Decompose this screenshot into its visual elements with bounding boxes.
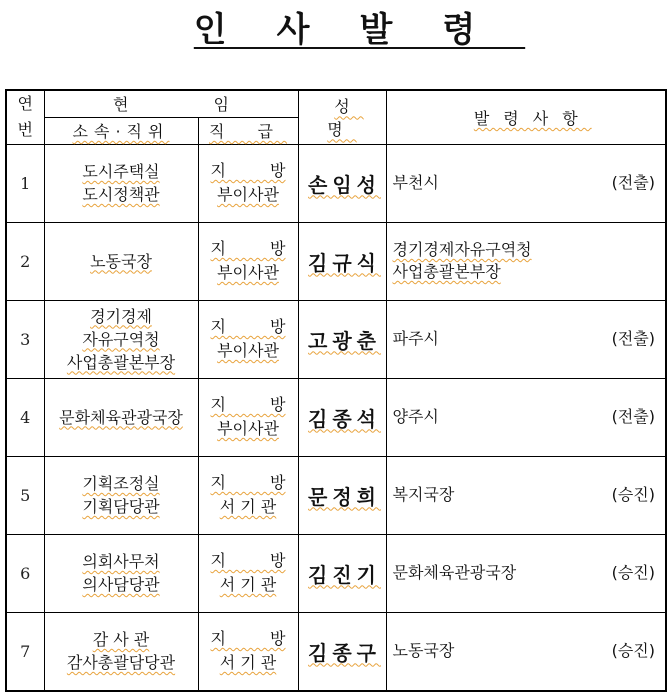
line: 복지국장 (392, 485, 455, 504)
table-row (6, 456, 666, 534)
row-note: (전출) (611, 329, 655, 348)
row-appointment (386, 612, 666, 691)
line: 경기경제 (90, 306, 152, 326)
row-number (6, 612, 44, 691)
row-name (298, 612, 386, 691)
row-number-text: 5 (20, 485, 31, 505)
table-row (6, 144, 666, 222)
row-position (44, 144, 198, 222)
grade-line-1: 지 방 (210, 239, 286, 258)
line: 문화체육관광국장 (392, 563, 517, 582)
header-seq (6, 90, 44, 144)
line: 도시정책관 (82, 185, 160, 204)
row-position (44, 378, 198, 456)
row-number (6, 144, 44, 222)
row-name (298, 300, 386, 378)
line: 사업총괄본부장 (66, 352, 176, 372)
line: 의사담당관 (82, 575, 160, 594)
row-grade (198, 144, 298, 222)
row-name-text: 김종구 (308, 640, 381, 665)
row-name (298, 456, 386, 534)
row-number-text: 7 (20, 641, 31, 661)
row-grade (198, 534, 298, 612)
row-name-text: 김진기 (308, 562, 381, 587)
line: 문화체육관광국장 (59, 407, 183, 427)
row-number-text: 1 (20, 173, 31, 193)
grade-line-2: 부이사관 (217, 185, 279, 204)
row-position (44, 612, 198, 691)
row-name-text: 김종석 (308, 406, 381, 431)
line: 사업총괄본부장 (392, 262, 501, 281)
row-number-text: 4 (20, 407, 31, 427)
row-grade (198, 612, 298, 691)
row-note: (승진) (611, 563, 655, 582)
row-grade (198, 456, 298, 534)
row-number-text: 2 (20, 251, 31, 271)
grade-line-1: 지 방 (210, 551, 286, 570)
table-row (6, 378, 666, 456)
header-affiliation-text: 소속·직위 (72, 122, 170, 141)
grade-line-1: 지 방 (210, 317, 286, 336)
row-appointment (386, 222, 666, 300)
line: 감사총괄담당관 (66, 653, 176, 672)
grade-line-2: 서 기 관 (219, 497, 277, 516)
row-number (6, 456, 44, 534)
row-appointment (386, 378, 666, 456)
row-position (44, 222, 198, 300)
row-number (6, 222, 44, 300)
line: 의회사무처 (82, 552, 160, 571)
grade-line-2: 부이사관 (217, 419, 279, 438)
line: 감 사 관 (92, 630, 150, 649)
row-number (6, 534, 44, 612)
row-appointment (386, 534, 666, 612)
header-grade-text: 직 급 (209, 122, 287, 141)
row-number-text: 6 (20, 563, 31, 583)
line: 기획조정실 (82, 474, 160, 493)
line: 도시주택실 (82, 162, 160, 181)
table-row (6, 300, 666, 378)
row-appointment (386, 300, 666, 378)
row-appointment (386, 144, 666, 222)
header-appointment (386, 90, 666, 144)
header-seq-bottom: 번 (17, 120, 33, 140)
grade-line-1: 지 방 (210, 629, 286, 648)
row-number (6, 378, 44, 456)
grade-line-2: 서 기 관 (219, 575, 277, 594)
row-note: (전출) (611, 173, 655, 192)
table-row (6, 534, 666, 612)
row-name (298, 144, 386, 222)
row-number (6, 300, 44, 378)
row-name (298, 222, 386, 300)
row-position (44, 534, 198, 612)
row-position (44, 456, 198, 534)
header-name (298, 90, 386, 144)
row-appointment (386, 456, 666, 534)
row-name-text: 문정희 (308, 484, 381, 509)
line: 경기경제자유구역청 (392, 240, 532, 259)
grade-line-2: 서 기 관 (219, 653, 277, 672)
row-note: (전출) (611, 407, 655, 426)
header-affiliation (44, 117, 198, 144)
row-name-text: 손임성 (308, 172, 381, 197)
grade-line-1: 지 방 (210, 395, 286, 414)
line: 노동국장 (392, 641, 455, 660)
line: 파주시 (392, 329, 439, 348)
header-grade (198, 117, 298, 144)
row-name (298, 378, 386, 456)
row-grade (198, 222, 298, 300)
page-title-text: 인사발령 (193, 10, 526, 50)
table-row (6, 612, 666, 691)
line: 기획담당관 (82, 497, 160, 516)
header-seq-top: 연 (17, 94, 33, 114)
line: 노동국장 (90, 251, 152, 271)
row-note: (승진) (611, 485, 655, 504)
row-name-text: 고광춘 (308, 328, 381, 353)
personnel-table (5, 89, 667, 692)
header-name-text: 성 명 (327, 97, 364, 140)
row-name (298, 534, 386, 612)
grade-line-2: 부이사관 (217, 263, 279, 282)
header-current (44, 90, 298, 117)
line: 부천시 (392, 173, 439, 192)
grade-line-2: 부이사관 (217, 341, 279, 360)
row-name-text: 김규식 (308, 250, 381, 275)
line: 자유구역청 (82, 329, 160, 349)
row-grade (198, 378, 298, 456)
row-note: (승진) (611, 641, 655, 660)
row-position (44, 300, 198, 378)
header-appointment-text: 발령사항 (473, 108, 592, 128)
row-grade (198, 300, 298, 378)
header-row-1 (6, 90, 666, 117)
grade-line-1: 지 방 (210, 161, 286, 180)
row-number-text: 3 (20, 329, 31, 349)
page-title (0, 2, 669, 51)
table-body (6, 144, 666, 691)
header-current-text: 현 임 (113, 95, 269, 115)
table-row (6, 222, 666, 300)
line: 양주시 (392, 407, 439, 426)
grade-line-1: 지 방 (210, 473, 286, 492)
